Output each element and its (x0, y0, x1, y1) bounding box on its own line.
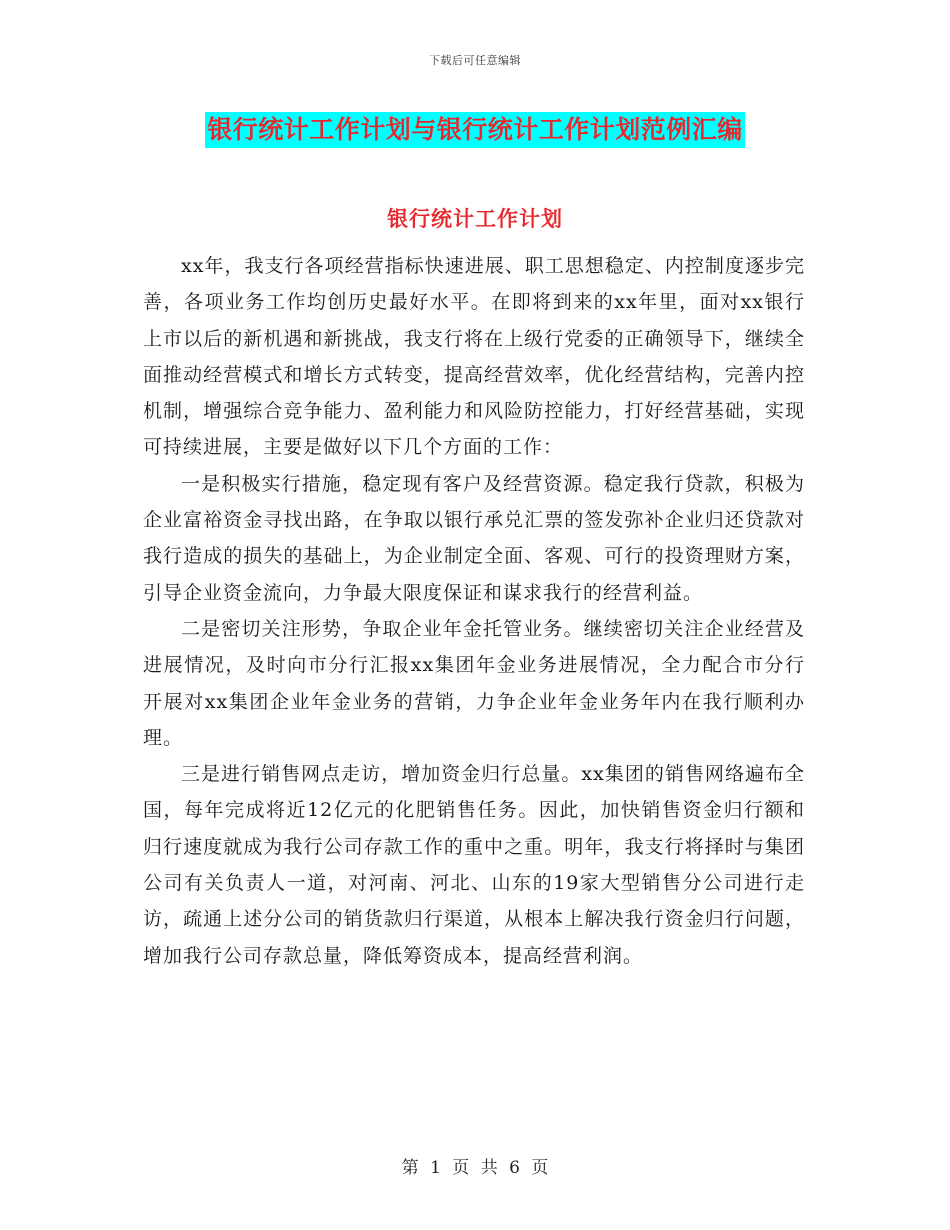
main-title: 银行统计工作计划与银行统计工作计划范例汇编 (205, 112, 745, 148)
paragraph-point-3: 三是进行销售网点走访，增加资金归行总量。xx集团的销售网络遍布全国，每年完成将近12亿元的化肥销售任务。因此，加快销售资金归行额和归行速度就成为我行公司存款工作的重中之重。明年，我支行将择时与集团公司有关负责人一道，对河南、河北、山东的19家大型销售分公司进行走访，疏通上述分公司的销货款归行渠道，从根本上解决我行资金归行问题，增加我行公司存款总量，降低筹资成本，提高经营利润。 (143, 763, 805, 967)
paragraph-point-2: 二是密切关注形势，争取企业年金托管业务。继续密切关注企业经营及进展情况，及时向市分行汇报xx集团年金业务进展情况，全力配合市分行开展对xx集团企业年金业务的营销，力争企业年金业务年内在我行顺利办理。 (143, 617, 805, 749)
header-note: 下载后可任意编辑 (429, 54, 521, 67)
document-body (143, 248, 805, 974)
main-title-container (0, 112, 950, 148)
section-title: 银行统计工作计划 (387, 206, 563, 231)
page-footer: 第 1 页 共 6 页 (401, 1158, 549, 1178)
paragraph-intro: xx年，我支行各项经营指标快速进展、职工思想稳定、内控制度逐步完善，各项业务工作均创历史最好水平。在即将到来的xx年里，面对xx银行上市以后的新机遇和新挑战，我支行将在上级行党委的正确领导下，继续全面推动经营模式和增长方式转变，提高经营效率，优化经营结构，完善内控机制，增强综合竞争能力、盈利能力和风险防控能力，打好经营基础，实现可持续进展，主要是做好以下几个方面的工作： (143, 255, 805, 459)
paragraph-point-1: 一是积极实行措施，稳定现有客户及经营资源。稳定我行贷款，积极为企业富裕资金寻找出路，在争取以银行承兑汇票的签发弥补企业归还贷款对我行造成的损失的基础上，为企业制定全面、客观、可行的投资理财方案，引导企业资金流向，力争最大限度保证和谋求我行的经营利益。 (143, 472, 805, 604)
